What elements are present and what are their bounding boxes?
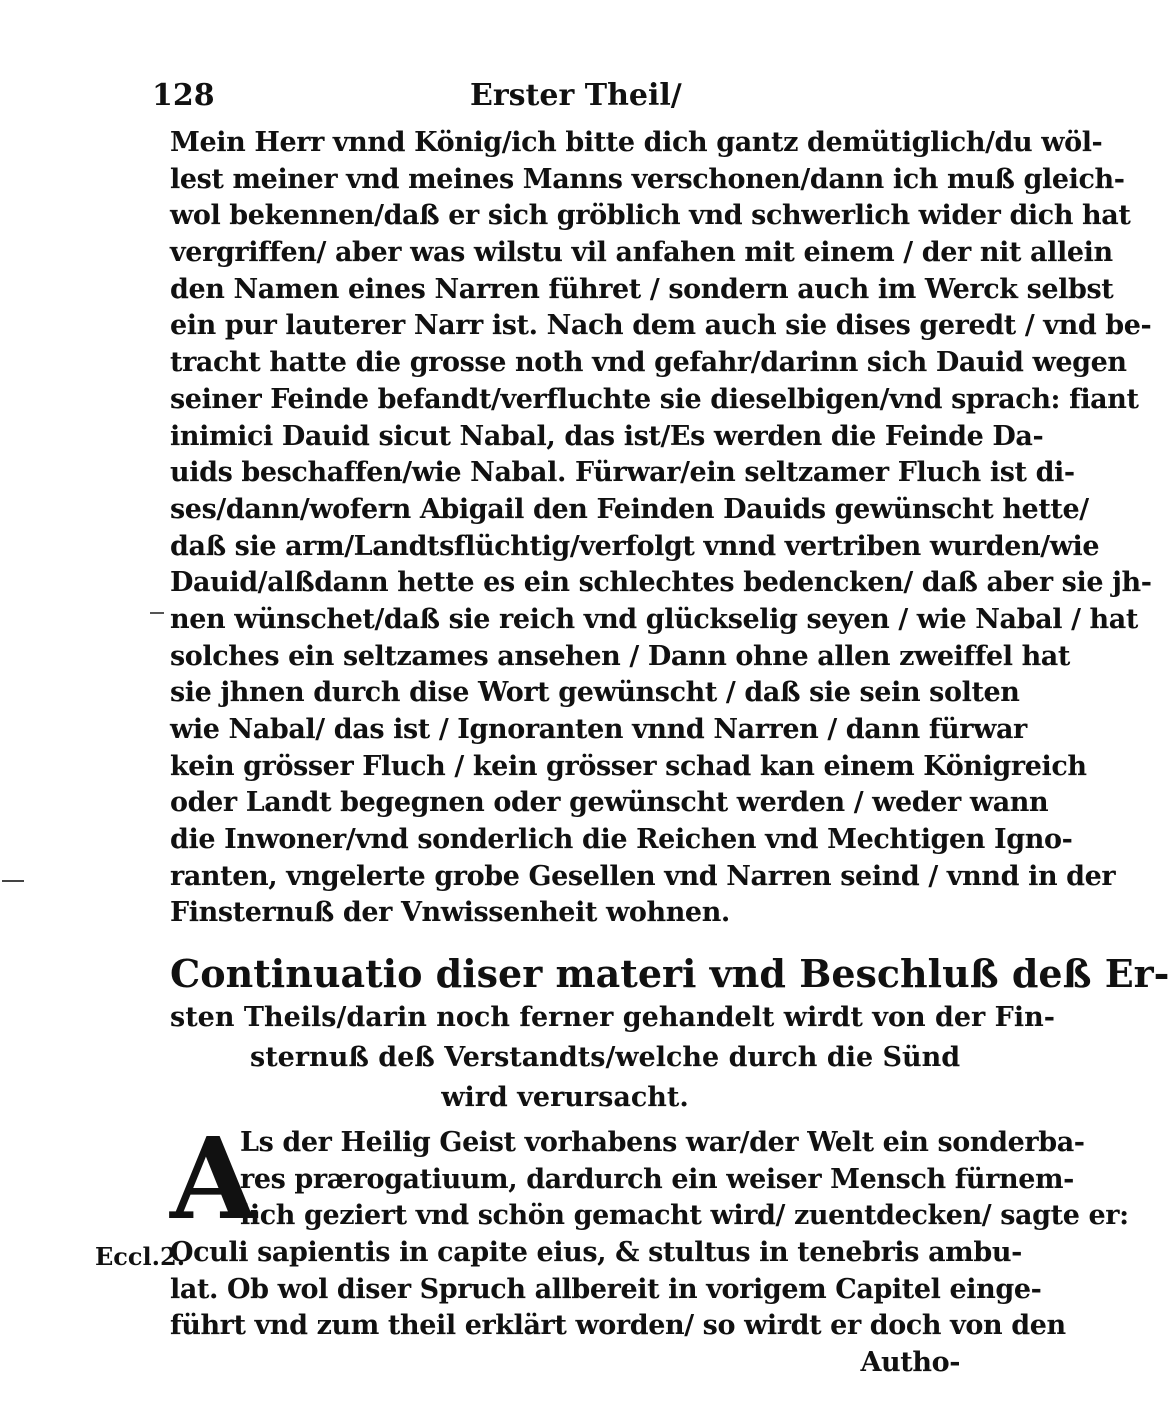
text-line: solches ein seltzames ansehen / Dann ohne allen zweiffel hat (170, 640, 1070, 672)
text-line: uids beschaffen/wie Nabal. Fürwar/ein seltzamer Fluch ist di- (170, 457, 1075, 489)
text-line: lich geziert vnd schön gemacht wird/ zuentdecken/ sagte er: (240, 1200, 1129, 1232)
chapter-opening (170, 1114, 1129, 1382)
text-line: wol bekennen/daß er sich gröblich vnd schwerlich wider dich hat (170, 200, 1131, 232)
page-header (140, 78, 960, 118)
running-title: Erster Theil/ (470, 78, 682, 113)
text-line: führt vnd zum theil erklärt worden/ so wirdt er doch von den (170, 1310, 1066, 1342)
text-line: lest meiner vnd meines Manns verschonen/dann ich muß gleich- (170, 163, 1125, 195)
text-line: ranten, vngelerte grobe Gesellen vnd Narren seind / vnnd in der (170, 860, 1116, 892)
body-text (170, 125, 1152, 932)
text-line: oder Landt begegnen oder gewünscht werden / weder wann (170, 787, 1049, 819)
text-line: die Inwoner/vnd sonderlich die Reichen vnd Mechtigen Igno- (170, 824, 1073, 856)
text-line: seiner Feinde befandt/verfluchte sie dieselbigen/vnd sprach: fiant (170, 383, 1139, 415)
text-line: Ls der Heilig Geist vorhabens war/der Welt ein sonderba- (240, 1127, 1085, 1158)
page-number: 128 (152, 78, 215, 113)
text-line: daß sie arm/Landtsflüchtig/verfolgt vnnd vertriben wurden/wie (170, 530, 1100, 562)
text-line: ein pur lauterer Narr ist. Nach dem auch sie dises geredt / vnd be- (170, 310, 1152, 342)
text-line: kein grösser Fluch / kein grösser schad kan einem Königreich (170, 750, 1087, 782)
text-line: vergriffen/ aber was wilstu vil anfahen mit einem / der nit allein (170, 237, 1113, 269)
text-line: lat. Ob wol diser Spruch allbereit in vorigem Capitel einge- (170, 1273, 1042, 1305)
drop-cap: A (170, 1114, 257, 1245)
catchword: Autho- (860, 1347, 960, 1379)
text-line: tracht hatte die grosse noth vnd gefahr/darinn sich Dauid wegen (170, 347, 1127, 379)
text-line: inimici Dauid sicut Nabal, das ist/Es werden die Feinde Da- (170, 420, 1044, 452)
ink-mark (150, 612, 164, 614)
text-line: Mein Herr vnnd König/ich bitte dich gantz demütiglich/du wöl- (170, 127, 1103, 158)
text-line: wie Nabal/ das ist / Ignoranten vnnd Narren / dann fürwar (170, 714, 1027, 745)
text-line: res prærogatiuum, dardurch ein weiser Mensch fürnem- (240, 1163, 1074, 1195)
text-line: Oculi sapientis in capite eius, & stultus in tenebris ambu- (170, 1237, 1022, 1269)
text-line: Dauid/alßdann hette es ein schlechtes bedencken/ daß aber sie jh- (170, 567, 1152, 599)
text-line: Finsternuß der Vnwissenheit wohnen. (170, 897, 730, 929)
heading-line: Continuatio diser materi vnd Beschluß deß Er- (170, 951, 1169, 996)
margin-note: Eccl.2. (95, 1242, 186, 1271)
text-line: ses/dann/wofern Abigail den Feinden Dauids gewünscht hette/ (170, 493, 1089, 525)
heading-line: wird verursacht. (441, 1082, 689, 1113)
text-line: nen wünschet/daß sie reich vnd glückselig seyen / wie Nabal / hat (170, 603, 1138, 635)
text-line: den Namen eines Narren führet / sondern auch im Werck selbst (170, 273, 1114, 305)
ink-mark (2, 880, 24, 882)
text-line: sie jhnen durch dise Wort gewünscht / daß sie sein solten (170, 677, 1020, 709)
heading-line: sternuß deß Verstandts/welche durch die Sünd (250, 1042, 961, 1073)
section-heading (170, 950, 1169, 1118)
heading-line: sten Theils/darin noch ferner gehandelt wirdt von der Fin- (170, 1002, 1055, 1033)
